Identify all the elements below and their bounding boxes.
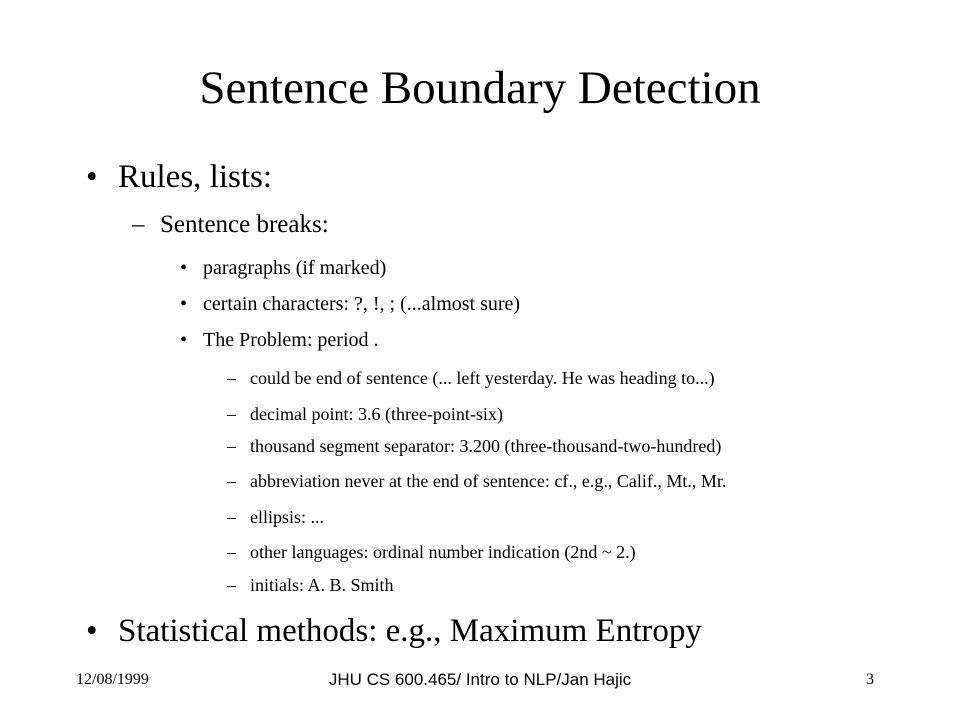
detail-item-text: abbreviation never at the end of sentence: cf., e.g., Calif., Mt., Mr.	[250, 471, 727, 491]
sub-sub-item-text: The Problem: period .	[203, 329, 379, 351]
bullet-text: Rules, lists:	[118, 159, 273, 195]
dash-marker: –	[227, 404, 236, 424]
bullet-marker: •	[180, 329, 188, 351]
footer-page-number: 3	[866, 671, 874, 688]
bullet-marker: •	[86, 613, 98, 649]
sub-sub-item-text: paragraphs (if marked)	[203, 257, 387, 279]
bullet-marker: •	[180, 257, 188, 279]
dash-marker: –	[227, 471, 236, 491]
bullet-text: Statistical methods: e.g., Maximum Entropy	[118, 613, 702, 649]
footer-date: 12/08/1999	[76, 671, 149, 688]
detail-item-text: initials: A. B. Smith	[250, 575, 394, 595]
detail-item-text: thousand segment separator: 3.200 (three-thousand-two-hundred)	[250, 436, 722, 456]
slide-title: Sentence Boundary Detection	[199, 62, 761, 114]
sub-sub-item-text: certain characters: ?, !, ; (...almost sure)	[203, 293, 521, 315]
detail-item-text: ellipsis: ...	[250, 507, 325, 527]
dash-marker: –	[227, 542, 236, 562]
detail-item-text: could be end of sentence (... left yesterday. He was heading to...)	[250, 368, 715, 388]
footer-course: JHU CS 600.465/ Intro to NLP/Jan Hajic	[328, 670, 632, 689]
detail-item-text: decimal point: 3.6 (three-point-six)	[250, 404, 503, 424]
bullet-marker: •	[180, 293, 188, 315]
dash-marker: –	[132, 211, 145, 238]
sub-item-text: Sentence breaks:	[160, 211, 329, 238]
dash-marker: –	[227, 368, 236, 388]
bullet-marker: •	[86, 159, 98, 195]
dash-marker: –	[227, 436, 236, 456]
detail-item-text: other languages: ordinal number indication (2nd ~ 2.)	[250, 542, 636, 562]
dash-marker: –	[227, 575, 236, 595]
dash-marker: –	[227, 507, 236, 527]
